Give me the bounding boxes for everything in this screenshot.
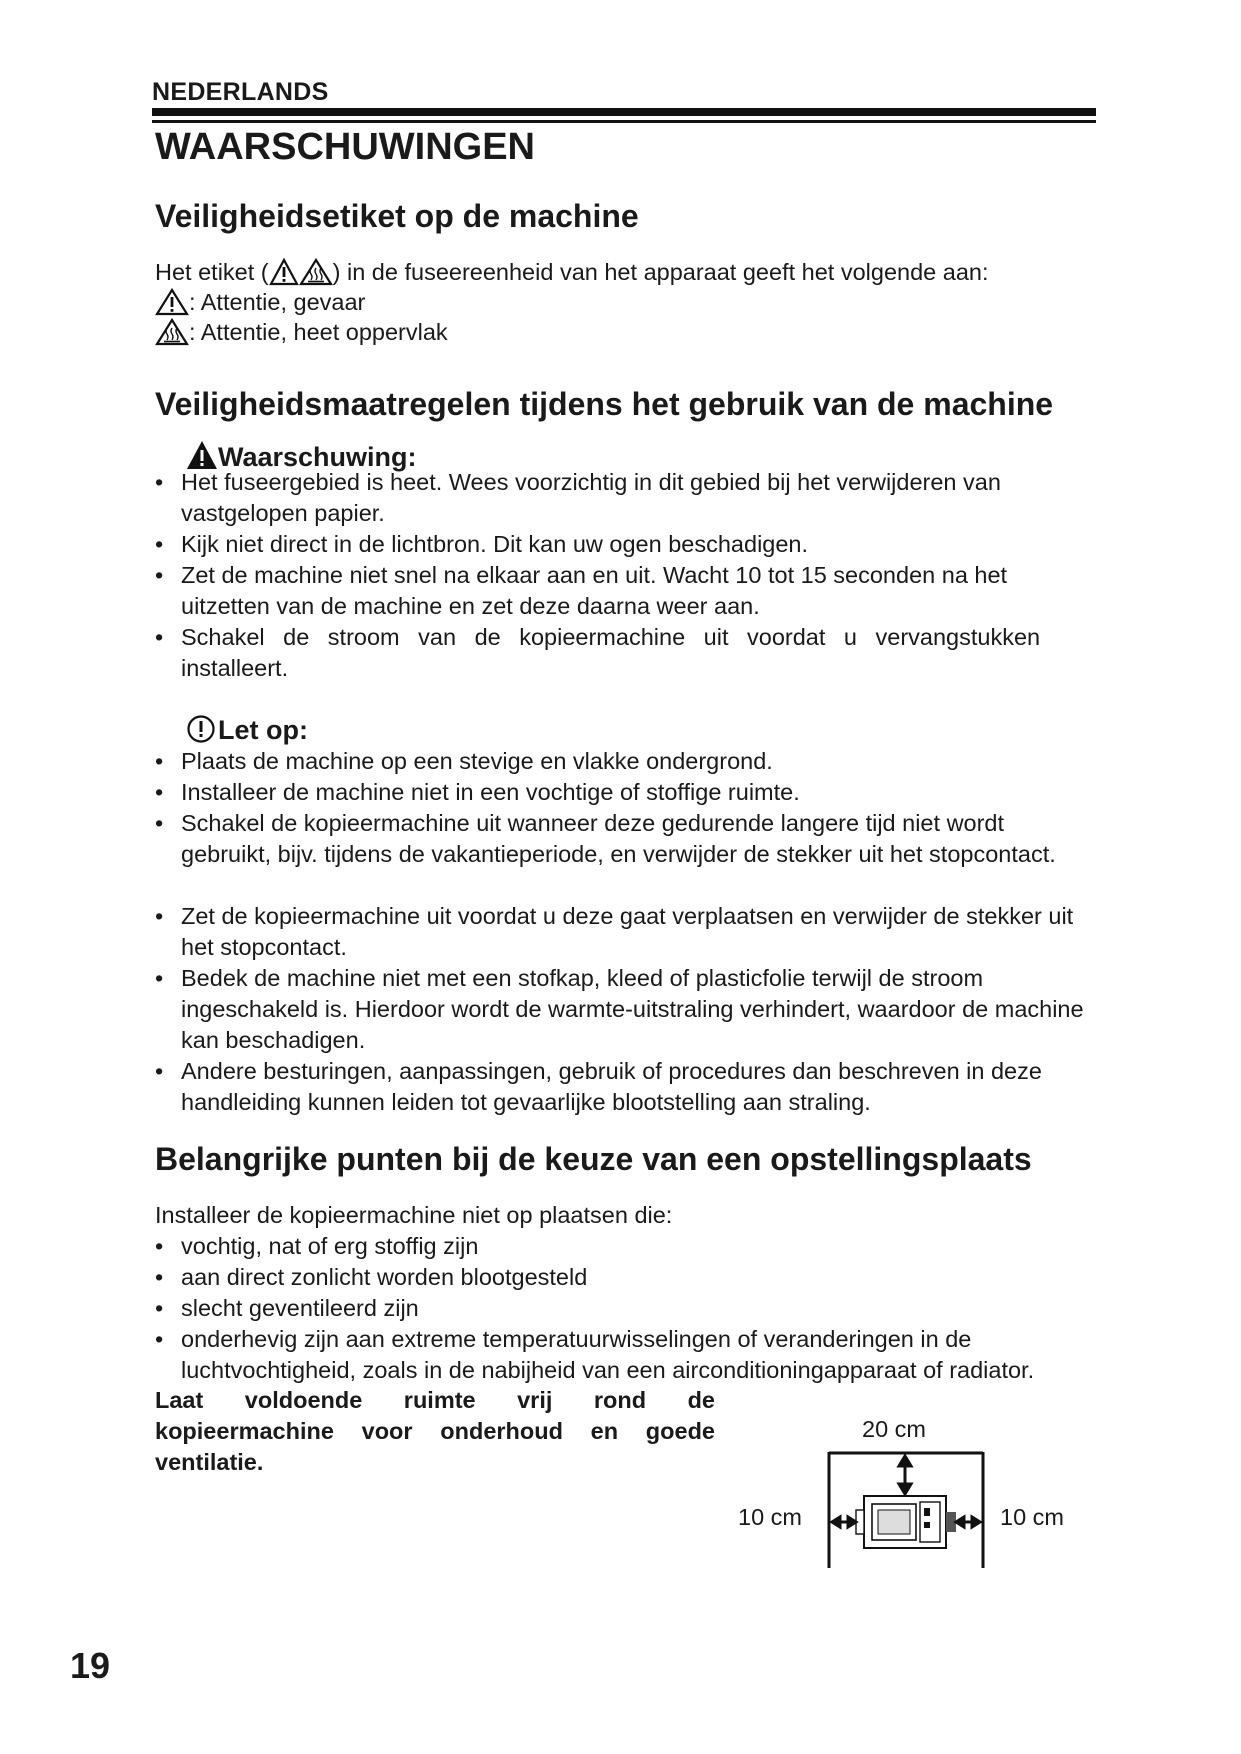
warning-item: • Kijk niet direct in de lichtbron. Dit kan uw ogen beschadigen.	[155, 531, 809, 557]
header-rule-thin	[152, 120, 1096, 123]
copier-machine-icon	[856, 1496, 956, 1548]
placement-item: • slecht geventileerd zijn	[155, 1295, 419, 1321]
placement-heading: Belangrijke punten bij de keuze van een opstellingsplaats	[155, 1141, 1032, 1177]
label-item-danger-text: : Attentie, gevaar	[189, 289, 366, 315]
hot-surface-icon	[155, 318, 189, 354]
label-intro-a: Het etiket (	[155, 259, 269, 285]
warning-title: Waarschuwing:	[218, 442, 417, 472]
warning-item: • Schakel de stroom van de kopieermachine uit voordat u vervangstukken installeert.	[155, 624, 1041, 681]
arrow-top-icon	[899, 1456, 911, 1494]
header-rule	[152, 108, 1096, 116]
page-title: WAARSCHUWINGEN	[155, 126, 535, 168]
language-label: NEDERLANDS	[152, 78, 329, 106]
placement-item: • onderhevig zijn aan extreme temperatuurwisselingen of veranderingen in de luchtvochtigheid, zoals in de nabijheid van een airconditioningapparaat of radiator.	[155, 1326, 1035, 1383]
caution-title: Let op:	[218, 715, 308, 745]
label-intro-b: ) in de fuseereenheid van het apparaat geeft het volgende aan:	[332, 259, 989, 285]
dim-top-label: 20 cm	[862, 1416, 926, 1442]
placement-item: • aan direct zonlicht worden blootgesteld	[155, 1264, 588, 1290]
caution-item: • Zet de kopieermachine uit voordat u deze gaat verplaatsen en verwijder de stekker uit het stopcontact.	[155, 903, 1074, 960]
page-number: 19	[70, 1645, 111, 1686]
dim-left-label: 10 cm	[738, 1504, 802, 1530]
arrow-right-icon	[956, 1517, 980, 1527]
caution-item: • Bedek de machine niet met een stofkap, kleed of plasticfolie terwijl de stroom ingeschakeld is. Hierdoor wordt de warmte-uitstraling verhindert, waardoor de machine kan beschadigen.	[155, 965, 1084, 1053]
caution-item: • Plaats de machine op een stevige en vlakke ondergrond.	[155, 748, 773, 774]
label-item-hot	[155, 317, 448, 354]
caution-item: • Installeer de machine niet in een vochtige of stoffige ruimte.	[155, 779, 800, 805]
precautions-heading: Veiligheidsmaatregelen tijdens het gebruik van de machine	[155, 386, 1054, 422]
label-item-hot-text: : Attentie, heet oppervlak	[189, 319, 448, 345]
caution-item: • Schakel de kopieermachine uit wanneer deze gedurende langere tijd niet wordt gebruikt, bijv. tijdens de vakantieperiode, en verwijder de stekker uit het stopcontact.	[155, 810, 1056, 867]
clearance-diagram	[826, 1450, 986, 1568]
warning-item: • Zet de machine niet snel na elkaar aan en uit. Wacht 10 tot 15 seconden na het uitzetten van de machine en zet deze daarna weer aan.	[155, 562, 1008, 619]
warning-item: • Het fuseergebied is heet. Wees voorzichtig in dit gebied bij het verwijderen van vastgelopen papier.	[155, 469, 1001, 526]
label-section-heading: Veiligheidsetiket op de machine	[155, 198, 639, 234]
arrow-left-icon	[832, 1517, 856, 1527]
placement-item: • vochtig, nat of erg stoffig zijn	[155, 1233, 479, 1259]
caution-item: • Andere besturingen, aanpassingen, gebruik of procedures dan beschreven in deze handleiding kunnen leiden tot gevaarlijke blootstelling aan straling.	[155, 1058, 1042, 1115]
placement-intro: Installeer de kopieermachine niet op plaatsen die:	[155, 1202, 673, 1228]
space-note: Laat voldoende ruimte vrij rond de kopieermachine voor onderhoud en goede ventilatie.	[155, 1387, 715, 1475]
dim-right-label: 10 cm	[1000, 1504, 1064, 1530]
